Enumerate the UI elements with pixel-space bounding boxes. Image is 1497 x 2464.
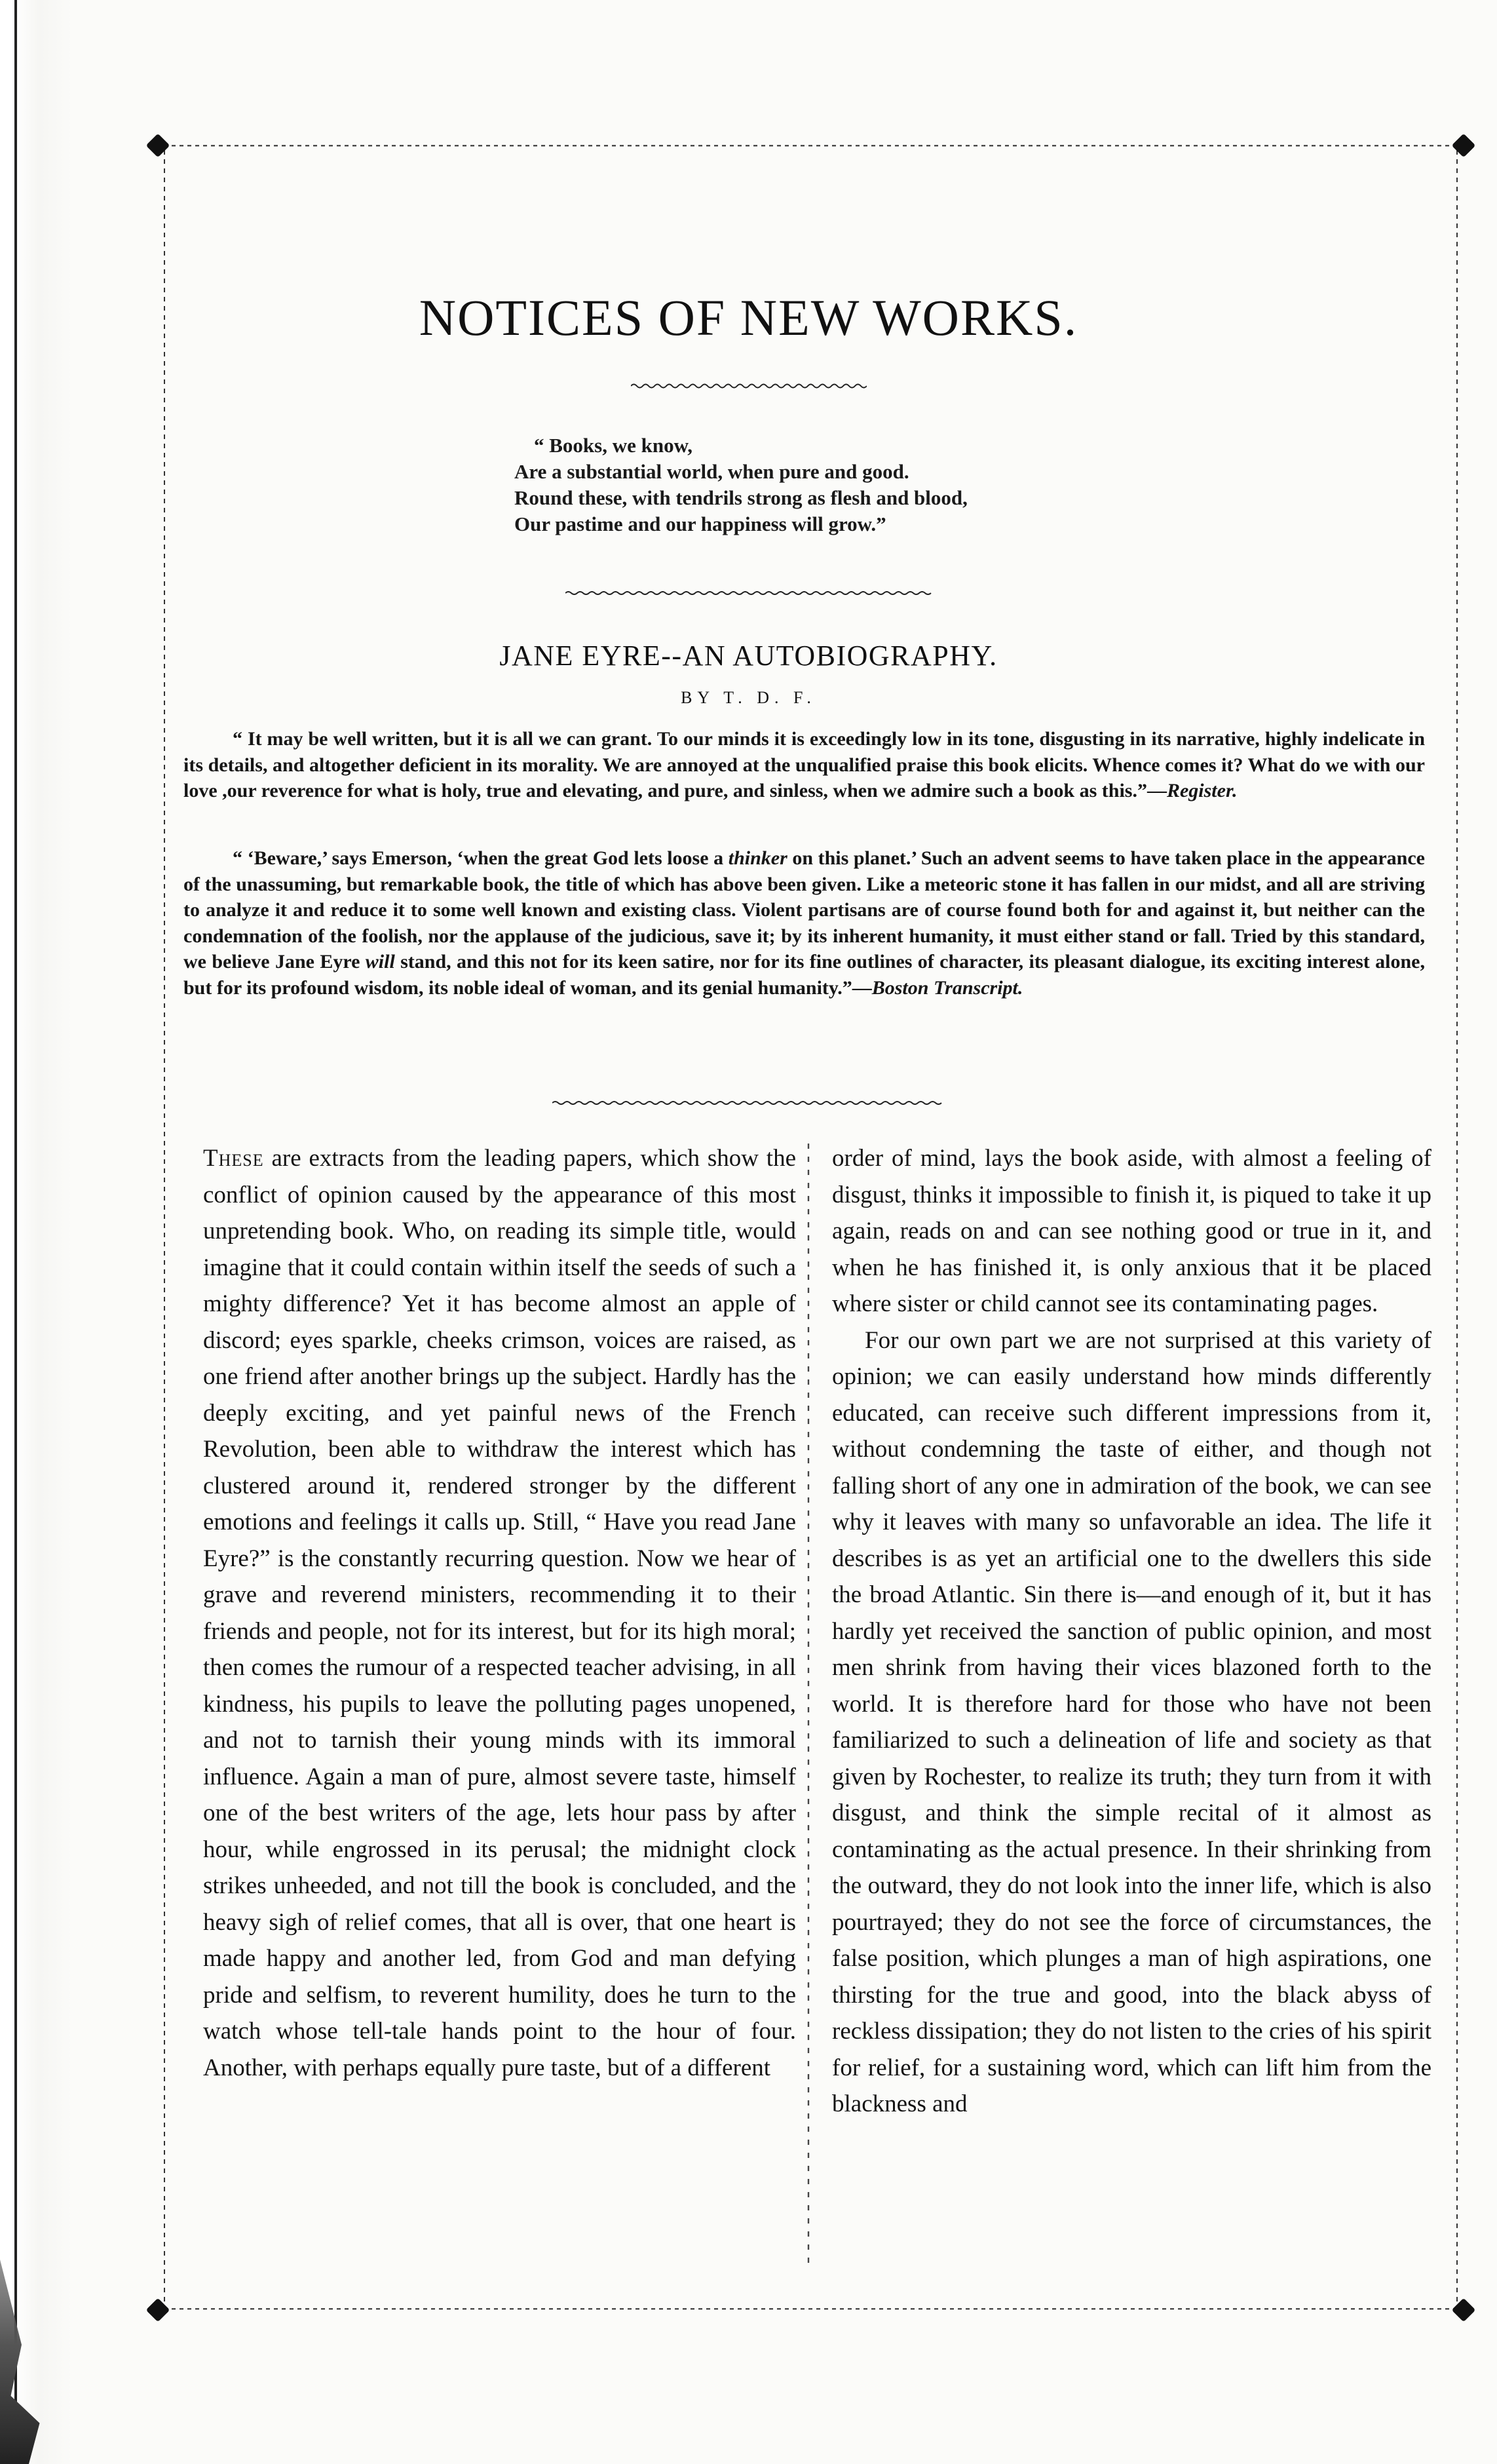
frame-corner-ornament [1452,134,1476,158]
frame-border-bottom [164,2304,1458,2313]
frame-border-left [161,141,168,2313]
quote-emphasis: will [365,951,395,972]
wavy-rule [0,1098,1497,1111]
column-left [203,1140,796,2086]
quote-text: stand, and this not for its keen satire, nor for its fine outlines of character, its pleasant dialogue, its exciting interest alone, but for its profound wisdom, its noble ideal of woman, and its genial humanity.”— [183,951,1425,999]
quote-source: Register. [1166,780,1238,801]
article-body [203,1140,1431,2281]
quote-text: “ ‘Beware,’ says Emerson, ‘when the great God lets loose a [233,847,729,869]
column-divider [805,1144,812,2264]
quote-text: “ It may be well written, but it is all we can grant. To our minds it is exceedingly low in its tone, disgusting in its narrative, highly indelicate in its details, and altogether deficient in its morality. We are annoyed at the unqualified praise this book elicits. Whence comes it? What do we with our love ,our reverence for what is holy, true and elevating, and pure, and sinless, when we admire such a book as this.”— [183,728,1425,801]
page-edge-line [14,0,17,2464]
epigraph [514,433,1104,537]
page-title: NOTICES OF NEW WORKS. [419,289,1078,346]
page-edge-shadow [0,2123,72,2464]
paragraph [203,1140,796,2086]
frame-corner-ornament [146,2298,170,2322]
review-title: JANE EYRE--AN AUTOBIOGRAPHY. [499,640,998,672]
review-quote [183,726,1425,804]
wavy-rule [0,381,1497,394]
frame-corner-ornament [1452,2298,1476,2322]
byline: BY T. D. F. [681,688,816,707]
frame-border-right [1454,141,1460,2313]
frame-corner-ornament [146,134,170,158]
page-edge [0,0,72,2464]
frame-border-top [164,141,1458,150]
review-quote [183,845,1425,1001]
paragraph: order of mind, lays the book aside, with almost a feeling of disgust, thinks it impossible to finish it, is piqued to take it up again, reads on and can see nothing good or true in it, and when he has finished it, is only anxious that it be placed where sister or child cannot see its contaminating pages. [832,1145,1431,1317]
quote-source: Boston Transcript. [871,976,1023,999]
paragraph-text: are extracts from the leading papers, which show the conflict of opinion caused by the appearance of this most unpretending book. Who, on reading its simple title, would imagine that it could contain within itself the seeds of such a mighty difference? Yet it has become almost an apple of discord; eyes sparkle, cheeks crimson, voices are raised, as one friend after another brings up the subject. Hardly has the deeply exciting, and yet painful news of the French Revolution, been able to withdraw the interest which has clustered around it, rendered stronger by the different emotions and feelings it calls up. Still, “ Have you read Jane Eyre?” is the constantly recurring question. Now we hear of grave and reverend ministers, recommending it to their friends and people, not for its interest, but for its high moral; then comes the rumour of a respected teacher advising, in all kindness, his pupils to leave the polluting pages unopened, and not to tarnish their young minds with its immoral influence. Again a man of pure, almost severe taste, himself one of the best writers of the age, lets hour pass by after hour, while engrossed in its perusal; the midnight clock strikes unheeded, and not till the book is concluded, and the heavy sigh of relief comes, that all is over, that one heart is made happy and another led, from God and man defying pride and selfism, to reverent humility, does he turn to the watch whose tell-tale hands point to the hour of four. Another, with perhaps equally pure taste, but of a different [203,1145,796,2081]
epigraph-line: Are a substantial world, when pure and good. [514,460,909,483]
quote-emphasis: thinker [728,847,787,869]
epigraph-line: “ Books, we know, [534,434,693,457]
epigraph-line: Round these, with tendrils strong as flesh and blood, [514,486,968,509]
wavy-rule [0,588,1497,601]
paragraph: For our own part we are not surprised at this variety of opinion; we can easily understand how minds differently educated, can receive such different impressions from it, without condemning the taste of either, and though not falling short of any one in admiration of the book, we can see why it leaves with many so unfavorable an idea. The life it describes is as yet an artificial one to the dwellers this side the broad Atlantic. Sin there is—and enough of it, but it has hardly yet received the sanction of public opinion, and most men shrink from having their vices blazoned forth to the world. It is therefore hard for those who have not been familiarized to such a delineation of life and society as that given by Rochester, to realize its truth; they turn from it with disgust, and think the simple recital of it almost as contaminating as the actual presence. In their shrinking from the outward, they do not look into the inner life, which is also pourtrayed; they do not see the force of circumstances, the false position, which plunges a man of high aspirations, one thirsting for the true and good, into the black abyss of reckless dissipation; they do not listen to the cries of his spirit for relief, for a sustaining word, which can lift him from the blackness and [832,1326,1431,2117]
column-right [832,1140,1431,2123]
epigraph-line: Our pastime and our happiness will grow.” [514,512,886,535]
quote-text: on this planet.’ Such an advent seems to have taken place in the appearance of the unassuming, but remarkable book, the title of which has above been given. Like a meteoric stone it has fallen in our midst, and all are striving to analyze it and reduce it to some well known and existing class. Violent partisans are of course found both for and against it, but neither can the condemnation of the foolish, nor the applause of the judicious, save it; by its inherent humanity, it must either stand or fall. Tried by this standard, we believe Jane Eyre [183,847,1425,972]
lead-word: These [203,1145,264,1172]
